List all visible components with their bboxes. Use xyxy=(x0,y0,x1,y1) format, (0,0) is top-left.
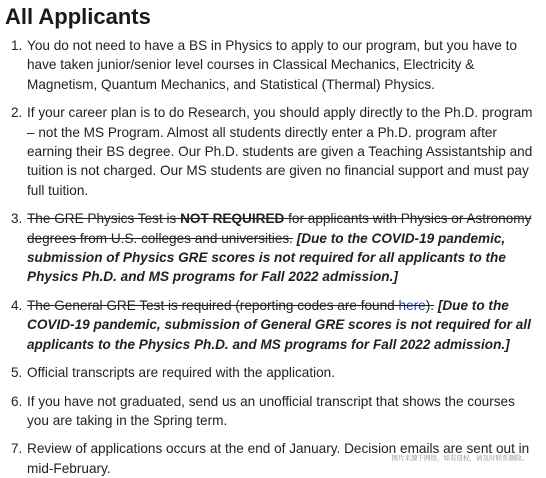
list-item-number: 1. xyxy=(11,38,23,53)
list-item-number: 3. xyxy=(11,211,23,227)
list-item-text: You do not need to have a BS in Physics to apply to our program, but you have to have taken junior/senior level courses in Classical Mechanics, Electricity & Magnetism, Quantum Mechanics, and Statistical (Thermal) Physics. xyxy=(27,38,517,92)
list-item-number: 5. xyxy=(11,365,23,381)
list-item-text: Official transcripts are required with the application. xyxy=(27,365,336,381)
list-item-number: 4. xyxy=(11,297,23,313)
covid-note: [Due to the COVID-19 pandemic, submission of Physics GRE scores is not required for all applicants to the Physics Ph.D. and MS programs for Fall 2022 admission.] xyxy=(27,230,506,285)
list-item-text: If your career plan is to do Research, you should apply directly to the Ph.D. program – not the MS Program. Almost all students directly enter a Ph.D. program after earning their BS degree. Our Ph.D. students are given a Teaching Assistantship and tuition is not charged. Our MS students are given no financial support and must pay full tuition. xyxy=(27,105,533,198)
list-item xyxy=(11,103,538,200)
struck-text-part: for applicants with Physics or Astronomy degrees from U.S. colleges and universities. xyxy=(27,211,532,246)
list-item-text: If you have not graduated, send us an unofficial transcript that shows the courses you are taking in the Spring term. xyxy=(27,393,515,428)
reporting-codes-link[interactable]: here xyxy=(398,297,426,313)
list-item xyxy=(11,209,538,287)
list-item xyxy=(11,36,538,94)
list-item-number: 7. xyxy=(11,441,23,457)
list-item xyxy=(11,363,538,382)
struck-text xyxy=(27,298,434,313)
list-item-number: 2. xyxy=(11,105,23,121)
struck-text-part: The GRE Physics Test is xyxy=(27,211,181,227)
watermark-text: 图片来源于网络，如有侵权，请及时联系删除。 xyxy=(391,454,528,462)
covid-note: [Due to the COVID-19 pandemic, submission of General GRE scores is not required for all applicants to the Physics Ph.D. and MS programs for Fall 2022 admission.] xyxy=(27,297,531,352)
list-item xyxy=(11,296,538,354)
list-item-number: 6. xyxy=(11,393,23,409)
list-item xyxy=(11,392,538,431)
struck-text-emphasis: NOT REQUIRED xyxy=(180,211,285,227)
page-title: All Applicants xyxy=(5,4,151,29)
struck-text-part: ). xyxy=(425,297,435,313)
struck-text-part: The General GRE Test is required (reporting codes are found xyxy=(27,297,399,313)
list-item-text: Review of applications occurs at the end of January. Decision emails are sent out in mid-February. xyxy=(27,441,530,476)
applicant-requirements-list xyxy=(5,36,538,478)
